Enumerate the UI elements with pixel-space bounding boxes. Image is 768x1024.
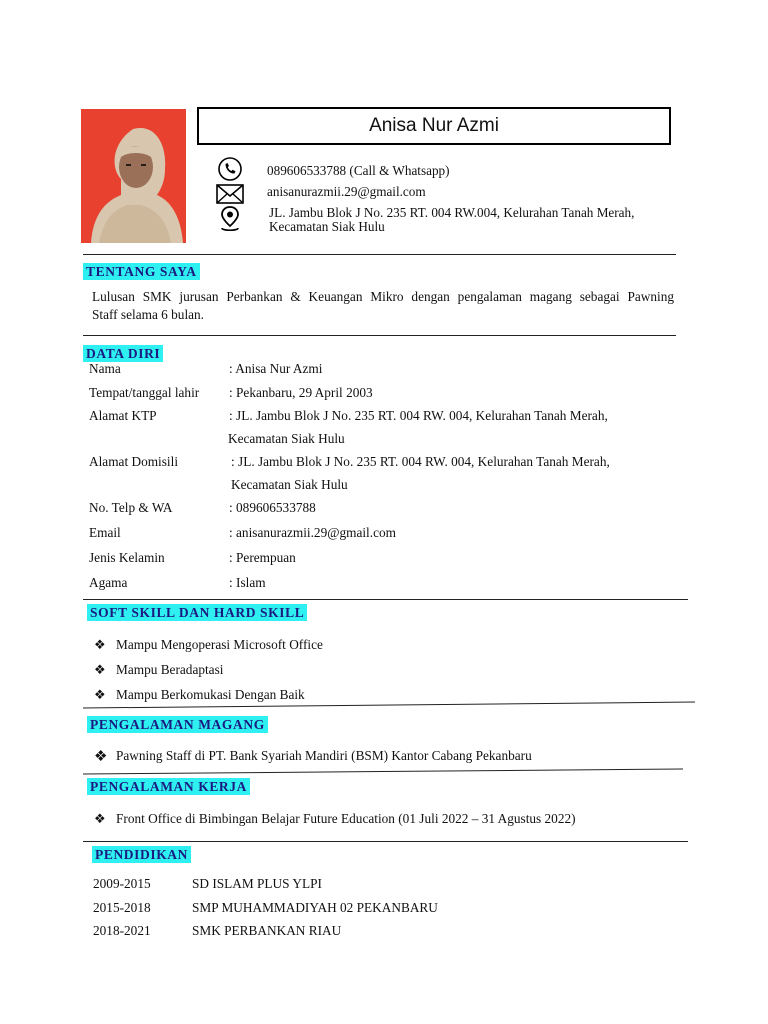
- personal-label-gender: Jenis Kelamin: [89, 550, 165, 565]
- full-name: Anisa Nur Azmi: [369, 115, 499, 136]
- divider: [83, 335, 676, 336]
- skill-item: Mampu Beradaptasi: [116, 662, 224, 677]
- personal-value-domicile-line2: Kecamatan Siak Hulu: [231, 477, 348, 492]
- skill-item: Mampu Berkomukasi Dengan Baik: [116, 687, 305, 702]
- envelope-icon: [216, 182, 244, 206]
- personal-value-phone: : 089606533788: [229, 500, 316, 515]
- about-line-2: Staff selama 6 bulan.: [92, 307, 205, 322]
- section-heading-work: PENGALAMAN KERJA: [87, 778, 250, 795]
- name-box: [197, 107, 671, 145]
- personal-value-religion: : Islam: [229, 575, 266, 590]
- education-years: 2015-2018: [93, 900, 151, 915]
- personal-value-name: : Anisa Nur Azmi: [229, 361, 323, 376]
- education-years: 2018-2021: [93, 923, 151, 938]
- work-item: Front Office di Bimbingan Belajar Future Education (01 Juli 2022 – 31 Agustus 2022): [116, 811, 576, 826]
- address-line-1: JL. Jambu Blok J No. 235 RT. 004 RW.004, Kelurahan Tanah Merah,: [269, 205, 635, 220]
- about-line-1: Lulusan SMK jurusan Perbankan & Keuangan Mikro dengan pengalaman magang sebagai Pawning: [92, 289, 674, 304]
- personal-label-birth: Tempat/tanggal lahir: [89, 385, 200, 400]
- location-pin-icon: [216, 207, 244, 231]
- diamond-bullet-icon: ❖: [94, 687, 106, 702]
- section-heading-about: TENTANG SAYA: [83, 263, 200, 280]
- education-school: SMP MUHAMMADIYAH 02 PEKANBARU: [192, 900, 438, 915]
- divider: [83, 254, 676, 255]
- personal-value-email: : anisanurazmii.29@gmail.com: [229, 525, 396, 540]
- personal-value-domicile: : JL. Jambu Blok J No. 235 RT. 004 RW. 004, Kelurahan Tanah Merah,: [231, 454, 610, 469]
- divider: [83, 841, 688, 842]
- divider: [83, 700, 698, 710]
- section-heading-skills: SOFT SKILL DAN HARD SKILL: [87, 604, 307, 621]
- personal-label-religion: Agama: [89, 575, 128, 590]
- diamond-bullet-icon: ❖: [94, 662, 106, 677]
- personal-value-ktp-line2: Kecamatan Siak Hulu: [228, 431, 345, 446]
- divider: [83, 767, 688, 777]
- personal-label-phone: No. Telp & WA: [89, 500, 173, 515]
- personal-label-email: Email: [89, 525, 121, 540]
- internship-item: Pawning Staff di PT. Bank Syariah Mandiri (BSM) Kantor Cabang Pekanbaru: [116, 748, 532, 763]
- personal-value-gender: : Perempuan: [229, 550, 296, 565]
- divider: [83, 599, 688, 600]
- section-heading-personal: DATA DIRI: [83, 345, 163, 362]
- section-heading-internship: PENGALAMAN MAGANG: [87, 716, 268, 733]
- education-years: 2009-2015: [93, 876, 151, 891]
- address-line-2: Kecamatan Siak Hulu: [269, 219, 385, 234]
- education-school: SMK PERBANKAN RIAU: [192, 923, 342, 938]
- phone-icon: [216, 157, 244, 181]
- profile-photo-figure: [81, 109, 186, 243]
- personal-value-birth: : Pekanbaru, 29 April 2003: [229, 385, 373, 400]
- email-text: anisanurazmii.29@gmail.com: [267, 184, 426, 199]
- section-heading-education: PENDIDIKAN: [92, 846, 191, 863]
- phone-text: 089606533788 (Call & Whatsapp): [267, 163, 450, 178]
- personal-label-ktp: Alamat KTP: [89, 408, 157, 423]
- diamond-bullet-icon: ❖: [94, 637, 106, 652]
- personal-label-domicile: Alamat Domisili: [89, 454, 179, 469]
- diamond-bullet-icon: ❖: [94, 749, 108, 765]
- profile-photo: [81, 109, 186, 243]
- personal-value-ktp: : JL. Jambu Blok J No. 235 RT. 004 RW. 004, Kelurahan Tanah Merah,: [229, 408, 608, 423]
- about-text: [92, 288, 674, 324]
- education-school: SD ISLAM PLUS YLPI: [192, 876, 322, 891]
- skill-item: Mampu Mengoperasi Microsoft Office: [116, 637, 323, 652]
- personal-label-name: Nama: [89, 361, 121, 376]
- diamond-bullet-icon: ❖: [94, 811, 106, 826]
